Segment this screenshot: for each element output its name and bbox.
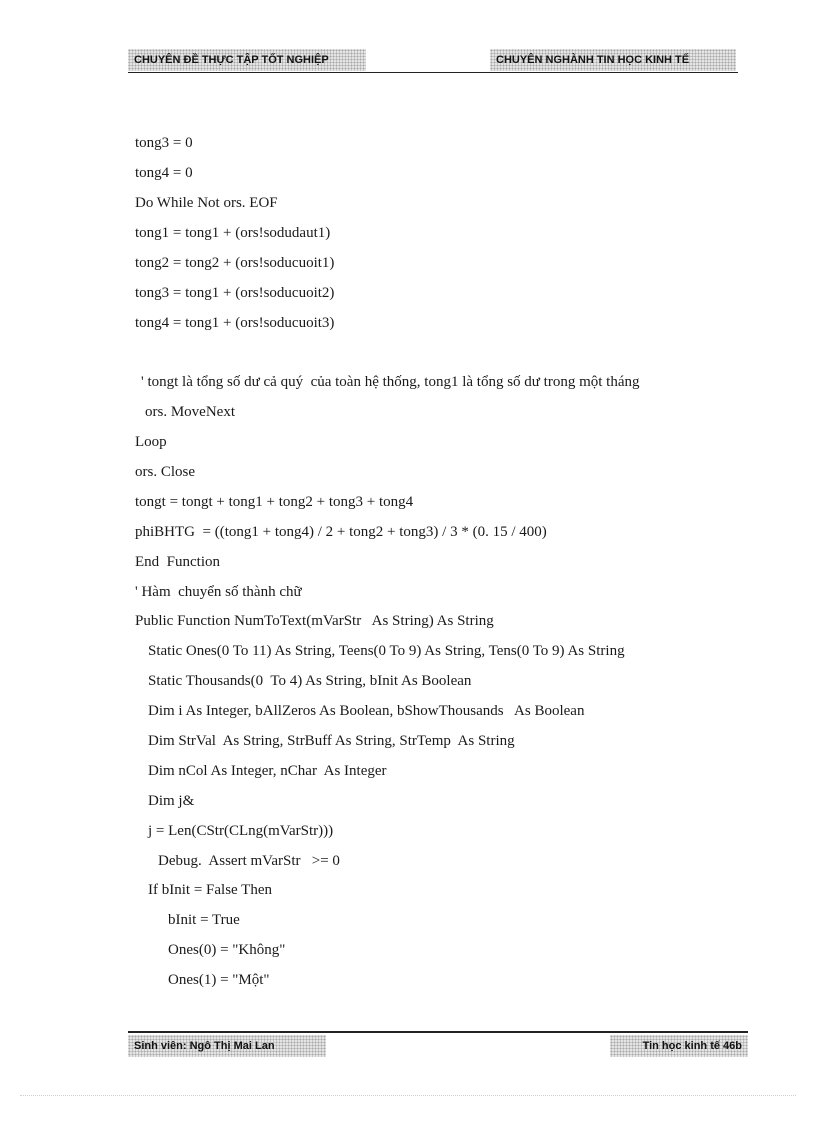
code-line: tong3 = 0 (135, 135, 193, 151)
code-line: tong3 = tong1 + (ors!soducuoit2) (135, 285, 335, 301)
code-line: Dim i As Integer, bAllZeros As Boolean, bShowThousands As Boolean (148, 703, 585, 719)
code-line: Ones(1) = "Một" (168, 972, 270, 988)
footer-rule (128, 1031, 748, 1033)
code-line: Dim nCol As Integer, nChar As Integer (148, 763, 387, 779)
page-edge-rule (20, 1095, 796, 1096)
code-line: tongt = tongt + tong1 + tong2 + tong3 + tong4 (135, 494, 414, 510)
code-line: ors. MoveNext (145, 404, 235, 420)
code-line: Loop (135, 434, 167, 450)
code-comment: ' Hàm chuyển số thành chữ (135, 584, 302, 600)
code-line: Debug. Assert mVarStr >= 0 (158, 853, 340, 869)
footer-student-name: Sinh viên: Ngô Thị Mai Lan (128, 1035, 326, 1057)
code-line: tong1 = tong1 + (ors!sodudaut1) (135, 225, 331, 241)
code-line: tong4 = 0 (135, 165, 193, 181)
code-line: j = Len(CStr(CLng(mVarStr))) (148, 823, 334, 839)
code-line: phiBHTG = ((tong1 + tong4) / 2 + tong2 + tong3) / 3 * (0. 15 / 400) (135, 524, 547, 540)
header-left-title: CHUYÊN ĐỀ THỰC TẬP TỐT NGHIỆP (128, 49, 366, 71)
code-line: Public Function NumToText(mVarStr As String) As String (135, 613, 494, 629)
code-line: End Function (135, 554, 220, 570)
code-line: Ones(0) = "Không" (168, 942, 286, 958)
code-line: Dim j& (148, 793, 195, 809)
code-line: If bInit = False Then (148, 882, 272, 898)
header-right-title: CHUYÊN NGHÀNH TIN HỌC KINH TẾ (490, 49, 736, 71)
code-line: Do While Not ors. EOF (135, 195, 278, 211)
header-rule (128, 72, 738, 73)
code-line: Dim StrVal As String, StrBuff As String, StrTemp As String (148, 733, 515, 749)
code-comment: ' tongt là tổng số dư cả quý của toàn hệ thống, tong1 là tổng số dư trong một tháng (141, 374, 640, 390)
code-line: Static Ones(0 To 11) As String, Teens(0 To 9) As String, Tens(0 To 9) As String (148, 643, 625, 659)
code-line: Static Thousands(0 To 4) As String, bInit As Boolean (148, 673, 472, 689)
code-line: tong2 = tong2 + (ors!soducuoit1) (135, 255, 335, 271)
footer-class: Tin học kinh tế 46b (610, 1035, 748, 1057)
code-line: bInit = True (168, 912, 240, 928)
code-line: ors. Close (135, 464, 195, 480)
code-line: tong4 = tong1 + (ors!soducuoit3) (135, 315, 335, 331)
